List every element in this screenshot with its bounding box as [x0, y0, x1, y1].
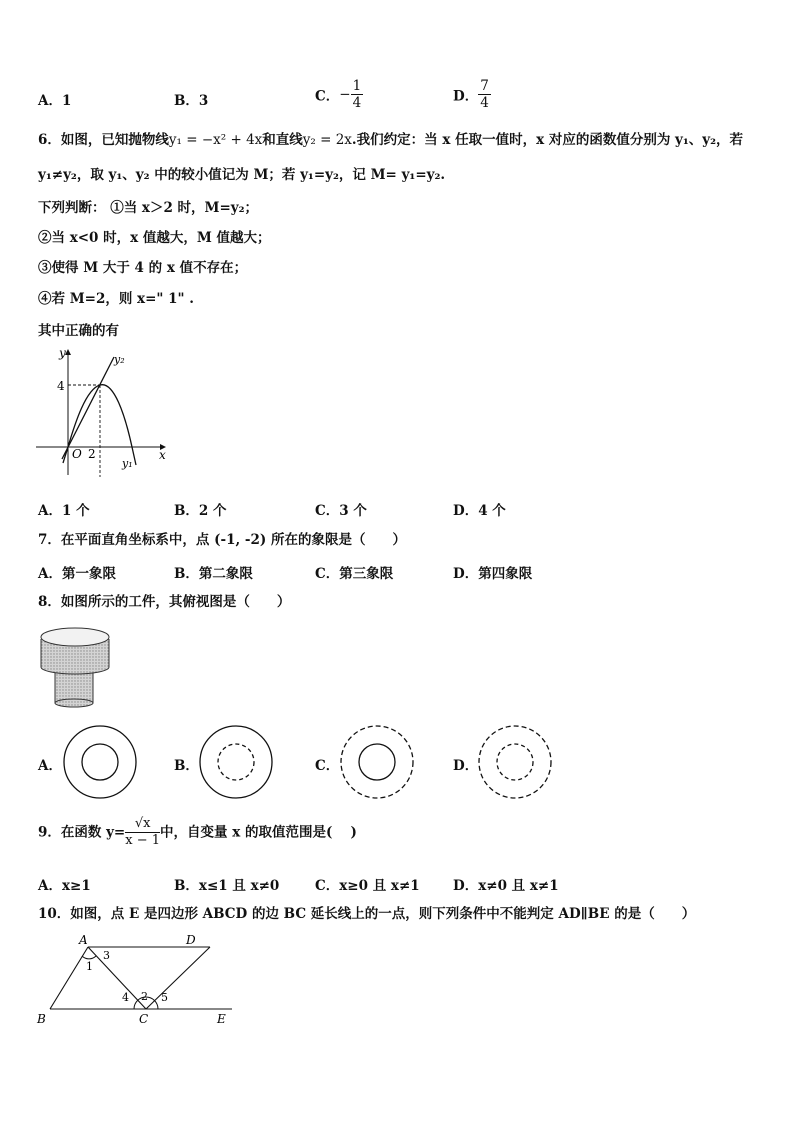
angle-4-label: 4: [122, 991, 129, 1004]
inner-circle-solid: [82, 744, 118, 780]
vertex-c-label: C: [139, 1012, 149, 1026]
q6-option-a[interactable]: A．1 个: [38, 503, 90, 519]
q6-question: 其中正确的有: [38, 323, 119, 339]
q7-option-a[interactable]: A．第一象限: [38, 566, 116, 582]
q6-option-d[interactable]: D．4 个: [453, 503, 506, 519]
q7-option-b[interactable]: B．第二象限: [174, 566, 253, 582]
q9-fraction: $\frac{√x}{x - 1}$: [125, 816, 161, 848]
y-tick-4: 4: [57, 379, 65, 393]
vertex-b-label: B: [37, 1012, 46, 1026]
outer-circle-solid: [200, 726, 272, 798]
q7-stem: 7．在平面直角坐标系中，点 (-1, -2) 所在的象限是（ ）: [38, 532, 406, 548]
q8-option-a-figure[interactable]: [62, 722, 140, 802]
q9-option-c[interactable]: C．x≥0 且 x≠1: [315, 878, 420, 894]
q8-option-d-figure[interactable]: [477, 722, 555, 802]
workpiece-lower-base: [55, 699, 93, 707]
x-axis-label: x: [159, 448, 166, 462]
q6-judgement-intro: 下列判断： ①当 x＞2 时，M=y₂；: [38, 200, 259, 216]
y-axis-arrow: [65, 349, 71, 355]
q8-option-a[interactable]: A．: [38, 758, 62, 774]
q5-option-c[interactable]: C．− $\frac{1}{4}$: [315, 78, 362, 111]
q8-option-d[interactable]: D．: [453, 758, 479, 774]
segment-cd: [146, 947, 210, 1009]
workpiece-figure: [38, 623, 118, 711]
q6-judgement-2: ②当 x<0 时，x 值越大，M 值越大；: [38, 230, 271, 246]
q6-option-c[interactable]: C．3 个: [315, 503, 367, 519]
q8-option-c-figure[interactable]: [339, 722, 417, 802]
origin-label: O: [72, 447, 82, 461]
q9-option-b[interactable]: B．x≤1 且 x≠0: [174, 878, 280, 894]
fraction: $\frac{7}{4}$: [480, 78, 489, 111]
workpiece-top-face: [41, 628, 109, 646]
label-y2: y₂: [114, 353, 125, 366]
q8-option-b-figure[interactable]: [198, 722, 276, 802]
q9-option-d[interactable]: D．x≠0 且 x≠1: [453, 878, 559, 894]
inner-circle-dashed: [218, 744, 254, 780]
inner-circle-solid: [359, 744, 395, 780]
workpiece-lower-cylinder: [55, 671, 93, 703]
outer-circle-dashed: [479, 726, 551, 798]
angle-arc-a: [82, 956, 96, 959]
y-axis-label: y: [59, 346, 66, 360]
q6-stem-line2: y₁≠y₂，取 y₁、y₂ 中的较小值记为 M；若 y₁=y₂，记 M= y₁=y₂.: [38, 167, 446, 183]
q5-option-d[interactable]: D． $\frac{7}{4}$: [453, 78, 489, 111]
x-tick-2: 2: [88, 447, 96, 461]
q9-option-a[interactable]: A．x≥1: [38, 878, 91, 894]
q6-stem-line1: 6．如图，已知抛物线y₁ = −x² + 4x和直线y₂ = 2x.我们约定：当 x 任取一值时，x 对应的函数值分别为 y₁、y₂，若: [38, 132, 744, 148]
fraction: $\frac{1}{4}$: [352, 78, 362, 111]
q9-stem: 9．在函数 y= $\frac{√x}{x - 1}$ 中，自变量 x 的取值范围是( ): [38, 816, 357, 848]
q10-stem: 10．如图，点 E 是四边形 ABCD 的边 BC 延长线上的一点，则下列条件中不能判定 AD∥BE 的是（ ）: [38, 906, 696, 922]
q6-judgement-3: ③使得 M 大于 4 的 x 值不存在；: [38, 260, 248, 276]
q6-graph: [30, 343, 180, 478]
q8-option-b[interactable]: B．: [174, 758, 199, 774]
outer-circle-dashed: [341, 726, 413, 798]
diagonal-ac: [88, 947, 146, 1009]
label-y1: y₁: [122, 457, 133, 470]
q10-figure: [30, 930, 242, 1028]
inner-circle-dashed: [497, 744, 533, 780]
q6-option-b[interactable]: B．2 个: [174, 503, 227, 519]
q5-option-a[interactable]: A．1: [38, 93, 72, 109]
q5-option-b[interactable]: B．3: [174, 93, 209, 109]
vertex-a-label: A: [79, 933, 88, 947]
q7-option-d[interactable]: D．第四象限: [453, 566, 533, 582]
q8-option-c[interactable]: C．: [315, 758, 340, 774]
line-y2: [62, 357, 114, 459]
angle-1-label: 1: [86, 960, 93, 973]
angle-2-label: 2: [141, 990, 148, 1003]
angle-3-label: 3: [103, 949, 110, 962]
q6-judgement-4: ④若 M=2，则 x=" 1" .: [38, 291, 194, 307]
vertex-e-label: E: [217, 1012, 226, 1026]
angle-5-label: 5: [161, 991, 168, 1004]
q8-stem: 8．如图所示的工件，其俯视图是（ ）: [38, 594, 291, 610]
vertex-d-label: D: [186, 933, 196, 947]
q7-option-c[interactable]: C．第三象限: [315, 566, 394, 582]
outer-circle-solid: [64, 726, 136, 798]
